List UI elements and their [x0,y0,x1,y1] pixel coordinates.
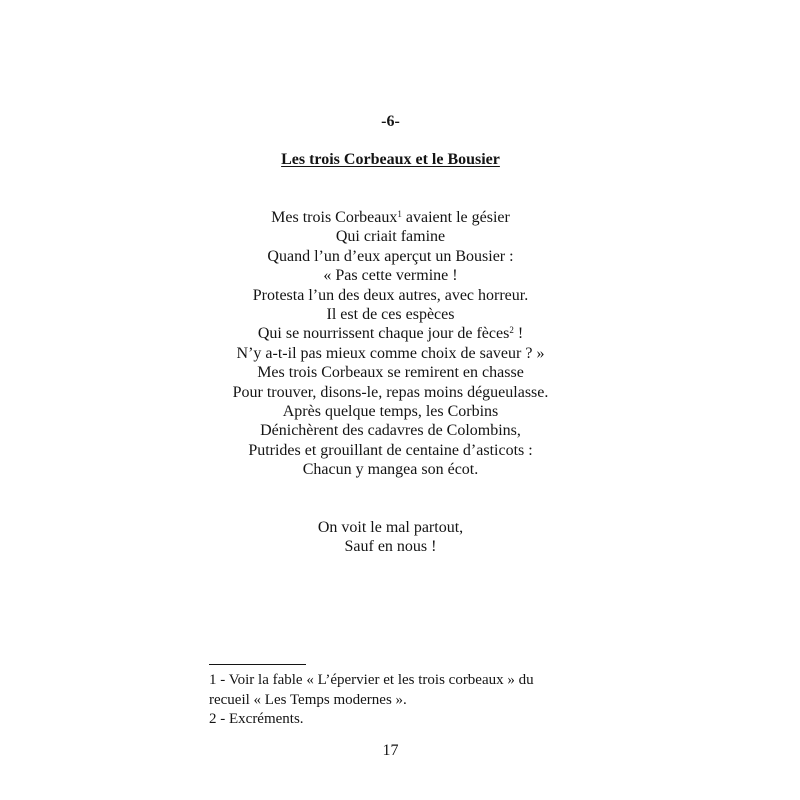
verse-line: Après quelque temps, les Corbins [282,402,499,420]
footnote-line: 2 - Excréments. [209,711,304,727]
verse-line: Mes trois Corbeaux$^1$ avaient le gésier [271,209,510,226]
verse-line: On voit le mal partout, [317,519,464,536]
chapter-number: -6- [381,113,400,130]
verse-line: Il est de ces espèces [326,305,455,323]
verse-line: Protesta l’un des deux autres, avec horreur. [252,286,529,304]
footnote-line: 1 - Voir la fable « L’épervier et les trois corbeaux » du [209,672,534,688]
verse-line: Qui se nourrissent chaque jour de fèces$^2$ ! [257,325,524,343]
poem-moral [0,518,781,557]
footnote-reference: 2 [509,325,514,336]
verse-line: Putrides et grouillant de centaine d’asticots : [248,441,533,459]
page-number: 17 [382,742,399,759]
footnote-line: recueil « Les Temps modernes ». [209,691,407,708]
verse-line: « Pas cette vermine ! [323,267,458,285]
footnotes [209,671,589,730]
poem-title: Les trois Corbeaux et le Bousier [281,151,500,168]
verse-line: Mes trois Corbeaux se remirent en chasse [257,364,524,382]
verse-line: Pour trouver, disons-le, repas moins dégueulasse. [232,383,549,401]
verse-line: Chacun y mangea son écot. [302,461,479,479]
verse-line: N’y a-t-il pas mieux comme choix de saveur ? » [236,344,545,362]
verse-line: Dénichèrent des cadavres de Colombins, [260,422,521,440]
verse-line: Sauf en nous ! [344,538,437,556]
verse-line: Qui criait famine [335,228,446,246]
verse-line: Quand l’un d’eux aperçut un Bousier : [267,247,514,265]
poem-stanza [0,208,781,479]
footnote-reference: 1 [397,209,402,219]
footnote-divider [209,664,306,665]
